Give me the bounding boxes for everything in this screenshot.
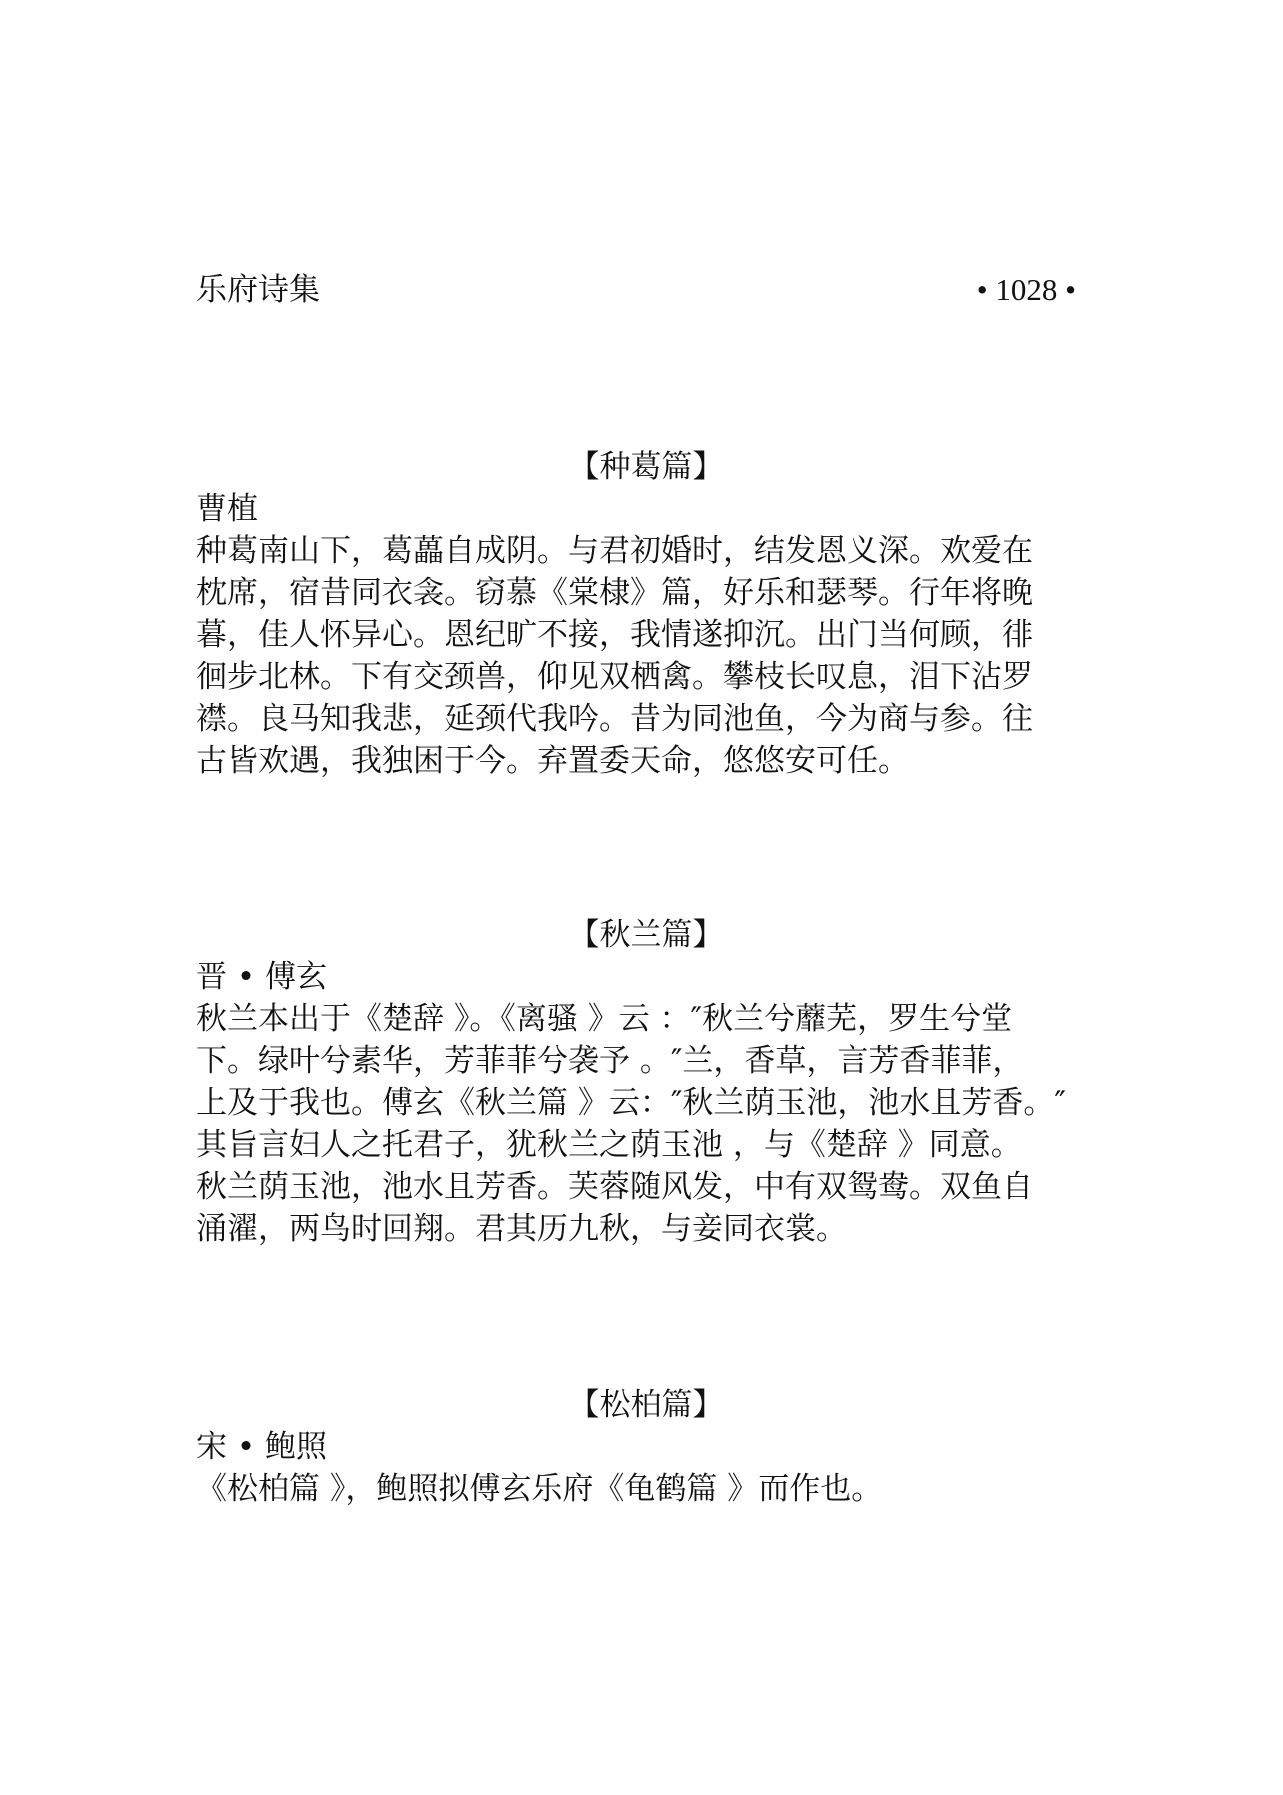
text-line: 秋兰荫玉池，池水且芳香。芙蓉随风发，中有双鸳鸯。双鱼自 (196, 1169, 1033, 1205)
text-line: 枕席，宿昔同衣衾。窃慕《棠棣》篇，好乐和瑟琴。行年将晚 (196, 575, 1033, 611)
text-line: 下。绿叶兮素华，芳菲菲兮袭予 。″兰，香草，言芳香菲菲， (196, 1043, 1024, 1079)
poem-section-qiulan (196, 914, 1086, 1250)
text-line: 种葛南山下，葛藟自成阴。与君初婚时，结发恩义深。欢爱在 (196, 533, 1033, 569)
text-line: 襟。良马知我悲，延颈代我吟。昔为同池鱼，今为商与参。往 (196, 701, 1033, 737)
text-line: 秋兰本出于《楚辞 》。《离骚 》云 ：″秋兰兮蘼芜，罗生兮堂 (196, 1001, 1013, 1037)
text-line: 徊步北林。下有交颈兽，仰见双栖禽。攀枝长叹息，泪下沾罗 (196, 659, 1033, 695)
section-body (196, 1468, 1086, 1510)
book-title: 乐府诗集 (196, 272, 320, 308)
text-line: 其旨言妇人之托君子，犹秋兰之荫玉池 ，与《楚辞 》同意。 (196, 1127, 1022, 1163)
page-header (196, 268, 1076, 312)
section-author: 曹植 (196, 491, 258, 527)
section-title: 【秋兰篇】 (568, 917, 724, 953)
section-author: 晋 • 傅玄 (196, 959, 327, 995)
section-author: 宋 • 鲍照 (196, 1429, 327, 1465)
text-line: 上及于我也。傅玄《秋兰篇 》云：″秋兰荫玉池，池水且芳香。″ (196, 1085, 1067, 1121)
section-title: 【松柏篇】 (568, 1387, 724, 1423)
text-line: 古皆欢遇，我独困于今。弃置委天命，悠悠安可任。 (196, 743, 909, 779)
poem-section-songbai (196, 1384, 1086, 1510)
section-body (196, 998, 1086, 1250)
page-number: • 1028 • (976, 272, 1076, 307)
text-line: 涌濯，两鸟时回翔。君其历九秋，与妾同衣裳。 (196, 1211, 847, 1247)
section-body (196, 530, 1086, 782)
section-title: 【种葛篇】 (568, 449, 724, 485)
text-line: 暮，佳人怀异心。恩纪旷不接，我情遂抑沉。出门当何顾，徘 (196, 617, 1033, 653)
text-line: 《松柏篇 》，鲍照拟傅玄乐府《龟鹤篇 》而作也。 (196, 1471, 883, 1507)
poem-section-zhongge (196, 446, 1086, 782)
